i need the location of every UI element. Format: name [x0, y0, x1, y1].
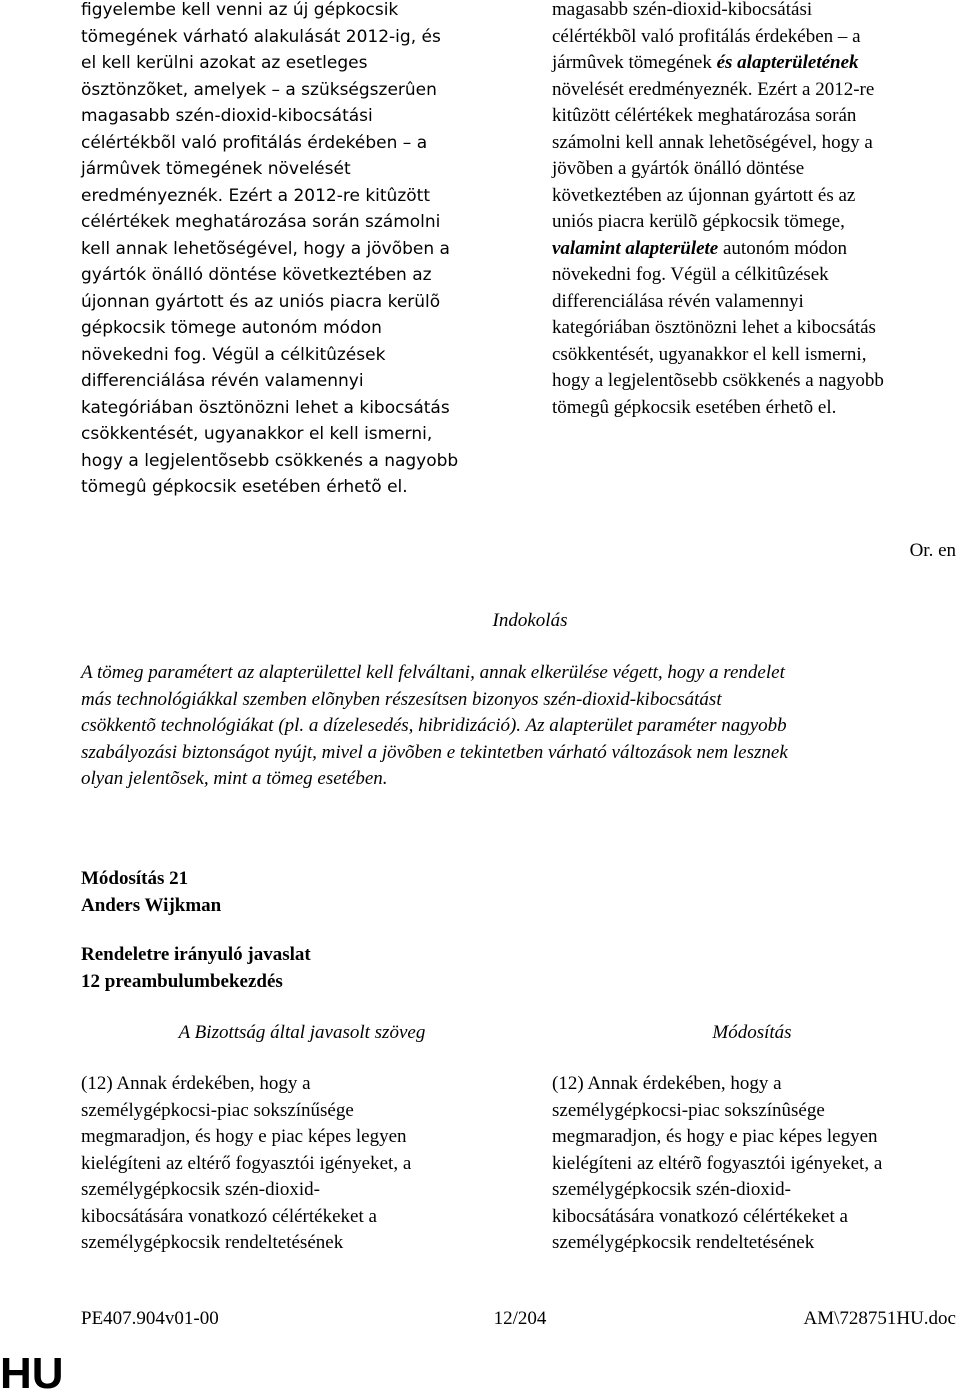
text-line: (12) Annak érdekében, hogy a [552, 1073, 782, 1094]
text-line: figyelembe kell venni az új gépkocsik [81, 0, 399, 20]
text-line: személygépkocsik rendeltetésének [81, 1232, 344, 1253]
text-line: növekedni fog. Végül a célkitûzések [81, 344, 386, 365]
text-line: kell annak lehetõségével, hogy a jövõben a [81, 238, 450, 259]
text-line: jármûvek tömegének növelését [81, 159, 351, 179]
text-line: személygépkocsi-piac sokszínûsége [552, 1099, 825, 1121]
commission-text [81, 1071, 411, 1257]
text-line: gyártók önálló döntése következtében az [81, 265, 432, 285]
text-line: magasabb szén-dioxid-kibocsátási [81, 106, 373, 126]
text-line: kibocsátására vonatkozó célértékeket a [552, 1205, 848, 1227]
text-line: olyan jelentõsek, mint a tömeg esetében. [81, 768, 388, 789]
footer-file-name: AM\728751HU.doc [803, 1308, 956, 1329]
text-line: magasabb szén-dioxid-kibocsátási [552, 0, 813, 20]
text-line: csökkentõ technológiákat (pl. a dízelesedés, hibridizáció). Az alapterület paraméter nagyobb [81, 715, 787, 736]
text-line: jövõben a gyártók önálló döntése [552, 158, 805, 179]
left-column-text [81, 0, 458, 501]
footer-doc-ref: PE407.904v01-00 [81, 1308, 219, 1329]
text-line: tömegének várható alakulását 2012-ig, és [81, 26, 441, 47]
text-line: tömegû gépkocsik esetében érhetõ el. [81, 477, 408, 497]
amended-text [552, 1071, 882, 1257]
text-line: A tömeg paramétert az alapterülettel kell felváltani, annak elkerülése végett, hogy a rendelet [81, 662, 785, 683]
text-line: hogy a legjelentõsebb csökkenés a nagyobb [81, 450, 459, 471]
text-line: más technológiákkal szemben elõnyben részesítsen bizonyos szén-dioxid-kibocsátást [81, 688, 722, 710]
text-line: növekedni fog. Végül a célkitûzések [552, 264, 829, 285]
text-line: célértékbõl való profitálás érdekében – a [552, 25, 861, 47]
amendment-text-header: Módosítás [712, 1022, 792, 1043]
text-line: ösztönzõket, amelyek – a szükségszerûen [81, 79, 437, 100]
text-line: számolni kell annak lehetõségével, hogy a [552, 131, 873, 153]
emphasized-text: valamint alapterülete [552, 237, 719, 259]
proposal-title: Rendeletre irányuló javaslat [81, 944, 311, 965]
amendment-author: Anders Wijkman [81, 894, 222, 916]
text-line: kielégíteni az eltérõ fogyasztói igényeket, a [552, 1152, 883, 1174]
text-segment: jármûvek tömegének [552, 52, 717, 73]
text-line: kitûzött célértékek meghatározása során [552, 105, 857, 126]
text-line: kibocsátására vonatkozó célértékeket a [81, 1205, 377, 1227]
language-code: HU [0, 1349, 64, 1398]
text-line: célértékek meghatározása során számolni [81, 212, 441, 232]
text-line: személygépkocsik rendeltetésének [552, 1232, 815, 1253]
text-line: tömegû gépkocsik esetében érhetõ el. [552, 396, 837, 418]
recital-title: 12 preambulumbekezdés [81, 970, 283, 992]
amendment-number: Módosítás 21 [81, 868, 189, 889]
text-line: növelését eredményeznék. Ezért a 2012-re [552, 78, 875, 100]
right-column-text [552, 0, 884, 421]
text-line: szabályozási biztonságot nyújt, mivel a jövõben e tekintetben várható változások nem lesznek [81, 741, 788, 763]
text-line: el kell kerülni azokat az esetleges [81, 53, 368, 73]
text-line: személygépkocsik szén-dioxid- [552, 1179, 792, 1200]
text-line [552, 236, 884, 263]
justification-text [81, 660, 788, 793]
amendment-heading [81, 866, 221, 919]
text-line: (12) Annak érdekében, hogy a [81, 1073, 311, 1094]
text-line: célértékbõl való profitálás érdekében – a [81, 132, 428, 153]
text-line: kategóriában ösztönözni lehet a kibocsátás [81, 397, 450, 418]
text-line [552, 50, 884, 77]
footer-page-number: 12/204 [493, 1308, 547, 1329]
text-line: differenciálása révén valamennyi [81, 371, 364, 391]
text-line: kategóriában ösztönözni lehet a kibocsátás [552, 317, 876, 338]
text-line: személygépkocsi-piac sokszínűsége [81, 1099, 354, 1121]
text-line: megmaradjon, és hogy e piac képes legyen [81, 1126, 407, 1147]
text-line: kielégíteni az eltérő fogyasztói igényeket, a [81, 1152, 412, 1174]
justification-title: Indokolás [492, 610, 568, 631]
text-line: eredményeznék. Ezért a 2012-re kitûzött [81, 185, 430, 206]
emphasized-text: és alapterületének [716, 52, 859, 73]
text-line: csökkentését, ugyanakkor el kell ismerni, [552, 343, 867, 365]
text-line: differenciálása révén valamennyi [552, 290, 804, 312]
text-line: csökkentését, ugyanakkor el kell ismerni, [81, 424, 433, 444]
text-line: újonnan gyártott és az uniós piacra kerülõ [81, 291, 441, 312]
text-line: hogy a legjelentõsebb csökkenés a nagyobb [552, 370, 884, 391]
text-line: személygépkocsik szén-dioxid- [81, 1179, 321, 1200]
proposal-heading [81, 942, 311, 995]
text-line: uniós piacra kerülõ gépkocsik tömege, [552, 211, 845, 232]
text-line: gépkocsik tömege autonóm módon [81, 318, 382, 338]
text-line: következtében az újonnan gyártott és az [552, 184, 856, 206]
text-line: megmaradjon, és hogy e piac képes legyen [552, 1126, 878, 1147]
commission-text-header: A Bizottság által javasolt szöveg [178, 1022, 426, 1043]
original-language-note: Or. en [909, 540, 956, 561]
text-segment: autonóm módon [718, 237, 848, 259]
